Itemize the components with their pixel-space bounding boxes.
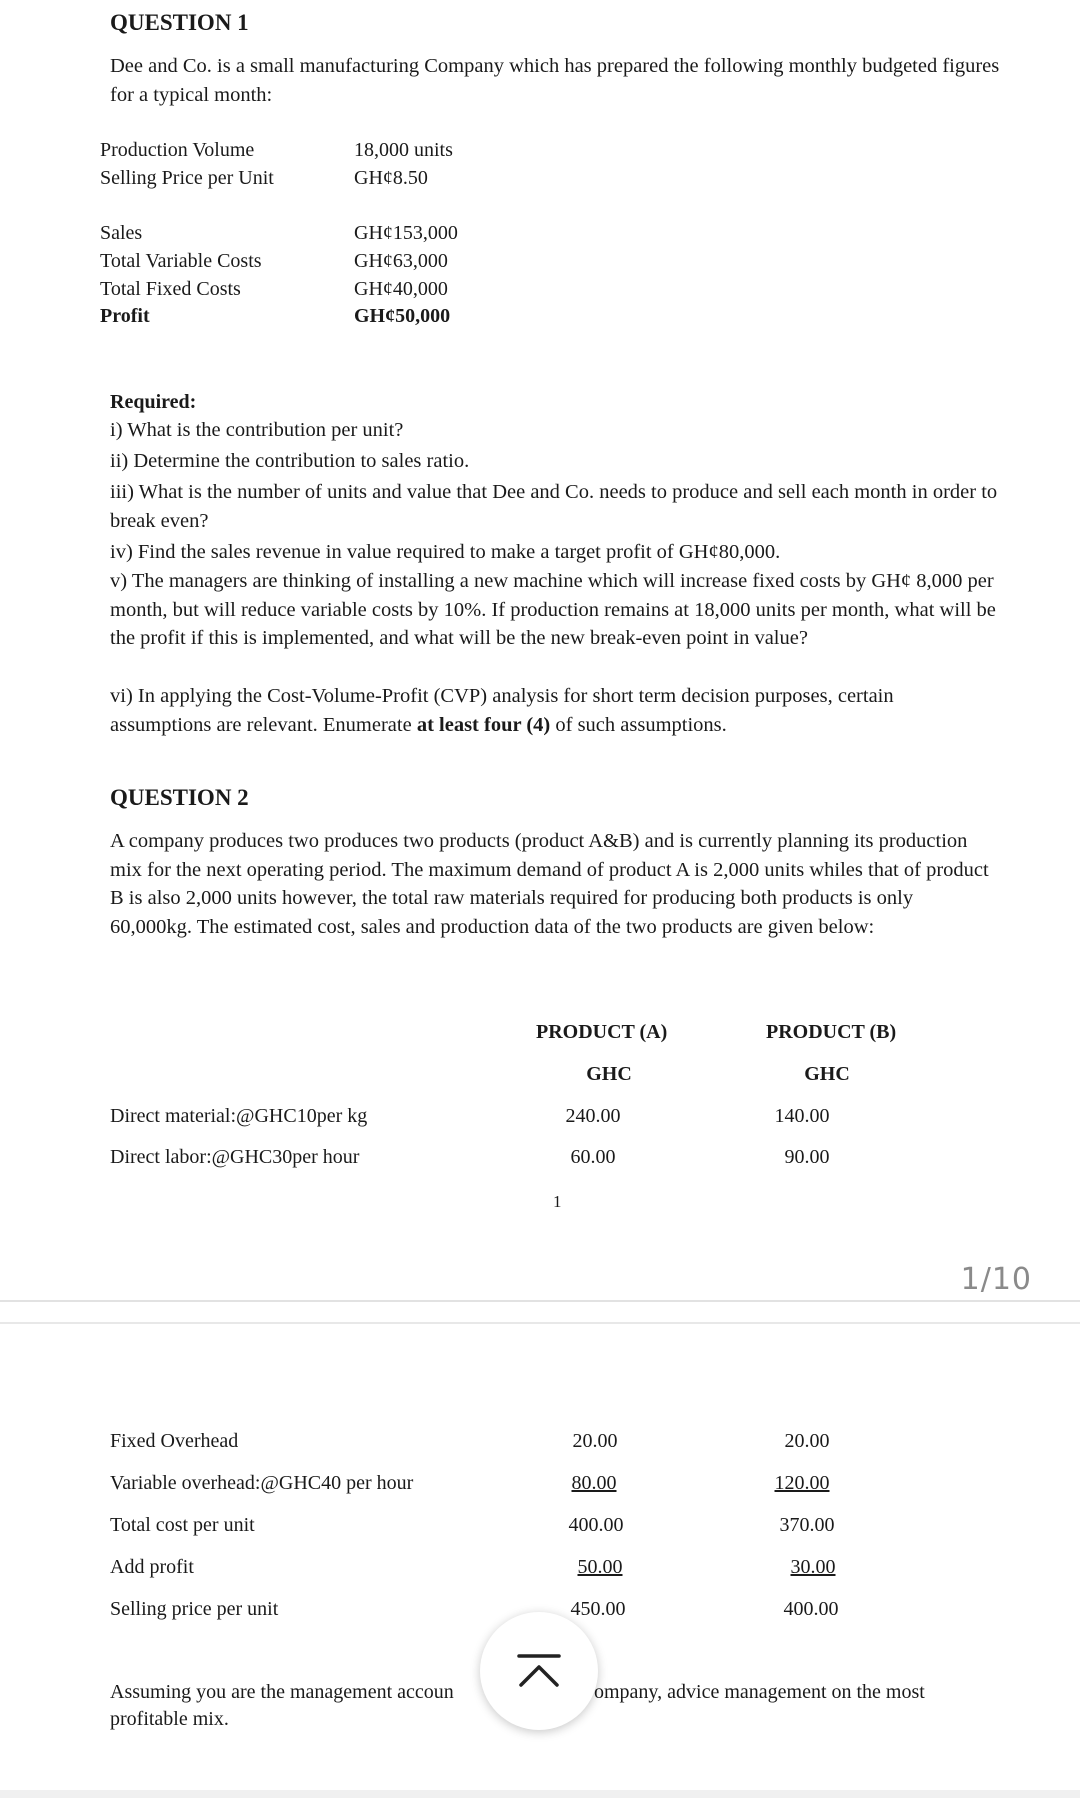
row-value-a: 60.00 xyxy=(570,1146,616,1168)
figure-label: Total Variable Costs xyxy=(100,250,262,272)
page-divider xyxy=(0,1300,1080,1302)
figure-value: GH¢8.50 xyxy=(354,167,428,189)
q2-heading: QUESTION 2 xyxy=(110,785,249,810)
row-label: Total cost per unit xyxy=(110,1514,255,1536)
figure-value: GH¢153,000 xyxy=(354,222,458,244)
figure-value: GH¢40,000 xyxy=(354,278,448,300)
required-label: Required: xyxy=(110,391,197,413)
row-label: Variable overhead:@GHC40 per hour xyxy=(110,1472,414,1494)
row-label: Direct material:@GHC10per kg xyxy=(110,1105,368,1127)
requirement-2: ii) Determine the contribution to sales ratio. xyxy=(110,450,470,472)
row-value-a: 80.00 xyxy=(571,1472,617,1494)
row-label: Selling price per unit xyxy=(110,1598,279,1620)
row-value-b: 90.00 xyxy=(784,1146,830,1168)
row-label: Fixed Overhead xyxy=(110,1430,239,1452)
col-header-product-b: PRODUCT (B) xyxy=(766,1021,897,1043)
closing-text-line2: profitable mix. xyxy=(110,1708,229,1730)
bottom-bar xyxy=(0,1790,1080,1798)
row-value-a: 450.00 xyxy=(570,1598,626,1620)
figure-label: Total Fixed Costs xyxy=(100,278,241,300)
figure-value: GH¢63,000 xyxy=(354,250,448,272)
requirement-6-emphasis: at least four (4) xyxy=(416,713,551,736)
q1-intro: Dee and Co. is a small manufacturing Company which has prepared the following monthly budgeted figures for a typical month: xyxy=(110,55,1000,106)
requirement-3: iii) What is the number of units and value that Dee and Co. needs to produce and sell each month in order to break even? xyxy=(110,481,998,532)
figure-label-profit: Profit xyxy=(100,305,150,327)
q2-intro: A company produces two produces two products (product A&B) and is currently planning its production mix for the next operating period. The maximum demand of product A is 2,000 units whiles that of product B is also 2,000 units however, the total raw materials required for producing both products is only 60,000kg. The estimated cost, sales and production data of the two products are given below: xyxy=(110,830,989,938)
row-value-a: 240.00 xyxy=(565,1105,621,1127)
row-label: Add profit xyxy=(110,1556,194,1578)
page-indicator: 1/10 xyxy=(960,1262,1032,1297)
figure-label: Sales xyxy=(100,222,143,244)
col-header-product-a: PRODUCT (A) xyxy=(536,1021,668,1043)
row-value-b: 400.00 xyxy=(783,1598,839,1620)
currency-a: GHC xyxy=(586,1063,632,1085)
requirement-5: v) The managers are thinking of installing a new machine which will increase fixed costs by GH¢ 8,000 per month, but will reduce variable costs by 10%. If production remains at 18,000 units per month, what will be the profit if this is implemented, and what will be the new break-even point in value? xyxy=(110,570,996,649)
closing-text-left: Assuming you are the management accoun xyxy=(110,1681,454,1703)
requirement-4: iv) Find the sales revenue in value required to make a target profit of GH¢80,000. xyxy=(110,541,781,563)
row-value-b: 140.00 xyxy=(774,1105,830,1127)
figure-value: 18,000 units xyxy=(354,139,453,161)
page-divider-shadow xyxy=(0,1322,1080,1324)
row-label: Direct labor:@GHC30per hour xyxy=(110,1146,360,1168)
requirement-6-text: vi) In applying the Cost-Volume-Profit (CVP) analysis for short term decision purposes, certain assumptions are relevant. Enumerate xyxy=(110,685,894,736)
page-number: 1 xyxy=(553,1192,562,1211)
closing-text-right: ompany, advice management on the most xyxy=(594,1681,925,1703)
requirement-1: i) What is the contribution per unit? xyxy=(110,419,404,441)
row-value-a: 20.00 xyxy=(572,1430,618,1452)
row-value-b: 30.00 xyxy=(790,1556,836,1578)
row-value-b: 370.00 xyxy=(779,1514,835,1536)
scroll-to-top-button[interactable] xyxy=(480,1612,598,1730)
row-value-b: 20.00 xyxy=(784,1430,830,1452)
scroll-to-top-icon xyxy=(513,1651,565,1691)
row-value-a: 400.00 xyxy=(568,1514,624,1536)
requirement-6-end: of such assumptions. xyxy=(550,713,727,736)
q1-heading: QUESTION 1 xyxy=(110,10,249,35)
currency-b: GHC xyxy=(804,1063,850,1085)
figure-label: Production Volume xyxy=(100,139,255,161)
figure-label: Selling Price per Unit xyxy=(100,167,274,189)
row-value-a: 50.00 xyxy=(577,1556,623,1578)
row-value-b: 120.00 xyxy=(774,1472,830,1494)
figure-value-profit: GH¢50,000 xyxy=(354,305,451,327)
requirement-6 xyxy=(110,682,1000,739)
